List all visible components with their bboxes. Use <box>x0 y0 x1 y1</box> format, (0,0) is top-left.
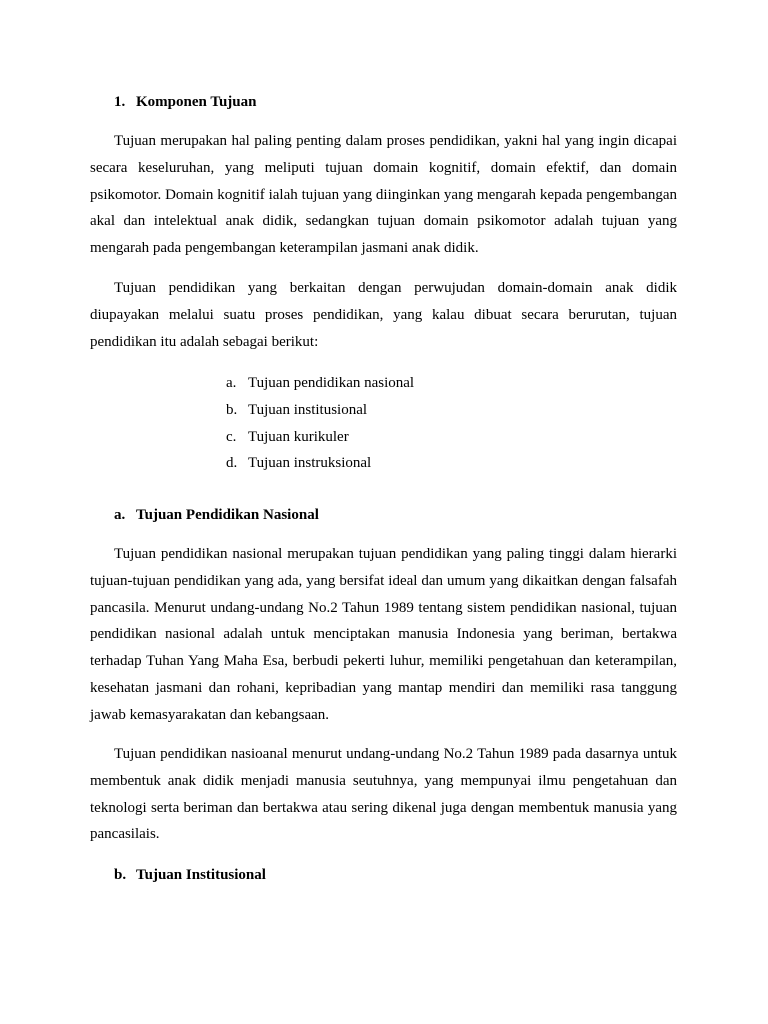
list-item <box>226 450 414 477</box>
paragraph-komponen-2: Tujuan pendidikan yang berkaitan dengan perwujudan domain-domain anak didik diupayakan melalui suatu proses pendidikan, yang kalau dibuat secara berurutan, tujuan pendidikan itu adalah sebagai berikut: <box>90 280 677 350</box>
section-title: Tujuan Pendidikan Nasional <box>136 507 319 523</box>
list-marker: a. <box>226 375 237 391</box>
list-item <box>226 370 414 397</box>
paragraph-nasional-1: Tujuan pendidikan nasional merupakan tujuan pendidikan yang paling tinggi dalam hierarki tujuan-tujuan pendidikan yang ada, yang bersifat ideal dan umum yang dikaitkan dengan falsafah pancasila. Menurut undang-undang No.2 Tahun 1989 tentang sistem pendidikan nasional, tujuan pendidikan nasional adalah untuk menciptakan manusia Indonesia yang beriman, bertakwa terhadap Tuhan Yang Maha Esa, berbudi pekerti luhur, memiliki pengetahuan dan keterampilan, kesehatan jasmani dan rohani, kepribadian yang mantap mendiri dan memiliki rasa tanggung jawab kemasyarakatan dan kebangsaan. <box>90 546 677 723</box>
section-number: a. <box>114 507 126 523</box>
list-item <box>226 397 414 424</box>
section-heading-komponen-tujuan <box>114 92 256 112</box>
section-number: b. <box>114 867 127 883</box>
tujuan-list <box>226 370 414 477</box>
section-heading-tujuan-pendidikan-nasional <box>114 505 319 525</box>
paragraph-komponen-1: Tujuan merupakan hal paling penting dalam proses pendidikan, yakni hal yang ingin dicapai secara keseluruhan, yang meliputi tujuan domain kognitif, domain efektif, dan domain psikomotor. Domain kognitif ialah tujuan yang diinginkan yang mengarah kepada pengembangan akal dan intelektual anak didik, sedangkan tujuan domain psikomotor adalah tujuan yang mengarah pada pengembangan keterampilan jasmani anak didik. <box>90 133 677 257</box>
section-title: Tujuan Institusional <box>136 867 266 883</box>
section-number: 1. <box>114 94 126 110</box>
list-marker: b. <box>226 401 238 418</box>
list-item-text: Tujuan kurikuler <box>248 428 349 445</box>
list-item-text: Tujuan pendidikan nasional <box>248 375 415 391</box>
list-marker: d. <box>226 455 238 472</box>
list-marker: c. <box>226 428 237 445</box>
list-item-text: Tujuan instruksional <box>248 455 372 472</box>
paragraph-nasional-2: Tujuan pendidikan nasioanal menurut undang-undang No.2 Tahun 1989 pada dasarnya untuk membentuk anak didik menjadi manusia seutuhnya, yang mempunyai ilmu pengetahuan dan teknologi serta beriman dan bertakwa atau sering dikenal juga dengan membentuk manusia yang pancasilais. <box>90 746 677 843</box>
list-item <box>226 424 414 451</box>
section-heading-tujuan-institusional <box>114 865 266 885</box>
section-title: Komponen Tujuan <box>136 94 257 110</box>
list-item-text: Tujuan institusional <box>248 401 368 418</box>
